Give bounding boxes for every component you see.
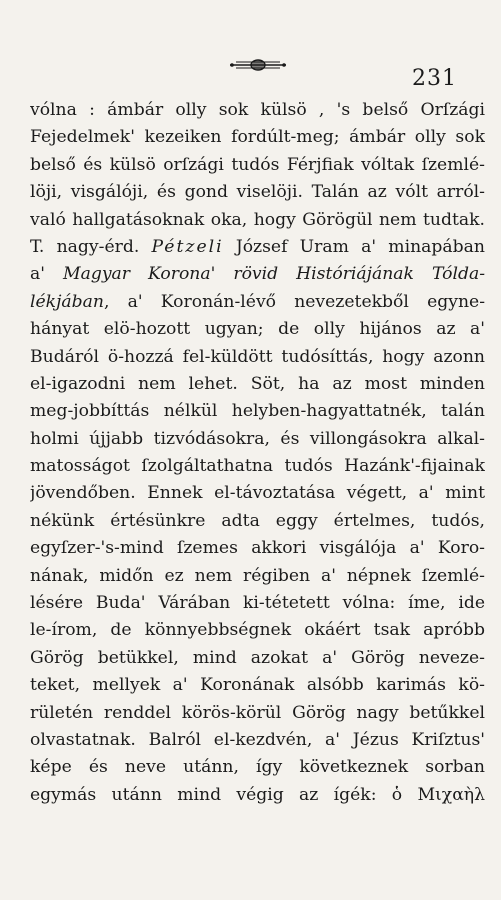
line-text: jövendőben. Ennek el-távoztatása végett, a' mint: [30, 483, 485, 504]
text-line: [30, 179, 485, 206]
line-text: hányat elö-hozott ugyan; de olly hijános az a': [30, 319, 485, 340]
line-text: olvastatnak. Balról el-kezdvén, a' Jézus Kriſztus': [30, 729, 485, 750]
text-line: [30, 371, 485, 398]
line-text: való hallgatásoknak oka, hogy Görögül nem tudtak.: [30, 209, 485, 230]
emphasized-text: Magyar Korona' rövid Históriájának Tólda-: [62, 264, 485, 285]
text-line: [30, 782, 485, 809]
line-text: lésére Buda' Várában ki-tétetett vólna: íme, ide: [30, 593, 485, 614]
line-text: képe és neve utánn, így következnek sorban: [30, 757, 485, 778]
line-text: belső és külsö orſzági tudós Férjfiak vóltak ſzemlé-: [30, 154, 485, 175]
text-line: [30, 645, 485, 672]
text-line: [30, 289, 485, 316]
page-number: 231: [412, 66, 457, 91]
text-line: [30, 754, 485, 781]
text-line: [30, 535, 485, 562]
text-line: [30, 426, 485, 453]
ornament-flourish-icon: [228, 57, 288, 73]
emphasized-text: Pétzeli: [151, 236, 224, 257]
line-text: , a' Koronán-lévő nevezetekből egyne-: [103, 291, 485, 312]
text-line: [30, 563, 485, 590]
text-line: [30, 453, 485, 480]
line-text: nának, midőn ez nem régiben a' népnek ſzemlé-: [30, 565, 485, 586]
line-text: Fejedelmek' kezeiken fordúlt-meg; ámbár olly sok: [30, 127, 485, 148]
line-text: T. nagy-érd.: [30, 236, 152, 257]
text-line: [30, 700, 485, 727]
text-line: [30, 508, 485, 535]
text-line: [30, 344, 485, 371]
text-line: [30, 590, 485, 617]
line-text: nékünk értésünkre adta eggy értelmes, tudós,: [30, 510, 485, 531]
text-line: [30, 207, 485, 234]
text-line: [30, 672, 485, 699]
body-text: [30, 97, 485, 809]
text-line: [30, 234, 485, 261]
text-line: [30, 261, 485, 288]
text-line: [30, 617, 485, 644]
text-line: [30, 316, 485, 343]
line-text: holmi újjabb tizvódásokra, és villongásokra alkal-: [30, 428, 485, 449]
line-text: egymás utánn mind végig az ígék: ὁ Μιχαὴλ: [30, 784, 485, 805]
text-line: [30, 152, 485, 179]
text-line: [30, 727, 485, 754]
text-line: [30, 398, 485, 425]
line-text: vólna : ámbár olly sok külsö , 's belső Orſzági: [30, 100, 485, 120]
line-text: rületén renddel körös-körül Görög nagy betűkkel: [30, 702, 485, 723]
text-line: [30, 124, 485, 151]
line-text: a': [30, 264, 63, 285]
emphasized-text: lékjában: [30, 291, 104, 312]
line-text: löji, visgálóji, és gond viselöji. Talán az vólt arról-: [30, 182, 485, 203]
line-text: matosságot ſzolgáltathatna tudós Hazánk'-fijainak: [30, 456, 485, 477]
line-text: egyſzer-'s-mind ſzemes akkori visgálója a' Koro-: [30, 538, 485, 559]
line-text: le-írom, de könnyebbségnek okáért tsak apróbb: [30, 620, 485, 641]
line-text: teket, mellyek a' Koronának alsóbb karimás kö-: [30, 675, 485, 696]
line-text: el-igazodni nem lehet. Söt, ha az most minden: [30, 373, 485, 394]
line-text: Görög betükkel, mind azokat a' Görög neveze-: [30, 647, 485, 668]
line-text: József Uram a' minapában: [223, 236, 485, 257]
line-text: meg-jobbíttás nélkül helyben-hagyattatnék, talán: [30, 401, 485, 422]
text-line: [30, 480, 485, 507]
text-line: [30, 97, 485, 124]
line-text: Budáról ö-hozzá fel-küldött tudósíttás, hogy azonn: [30, 346, 485, 367]
